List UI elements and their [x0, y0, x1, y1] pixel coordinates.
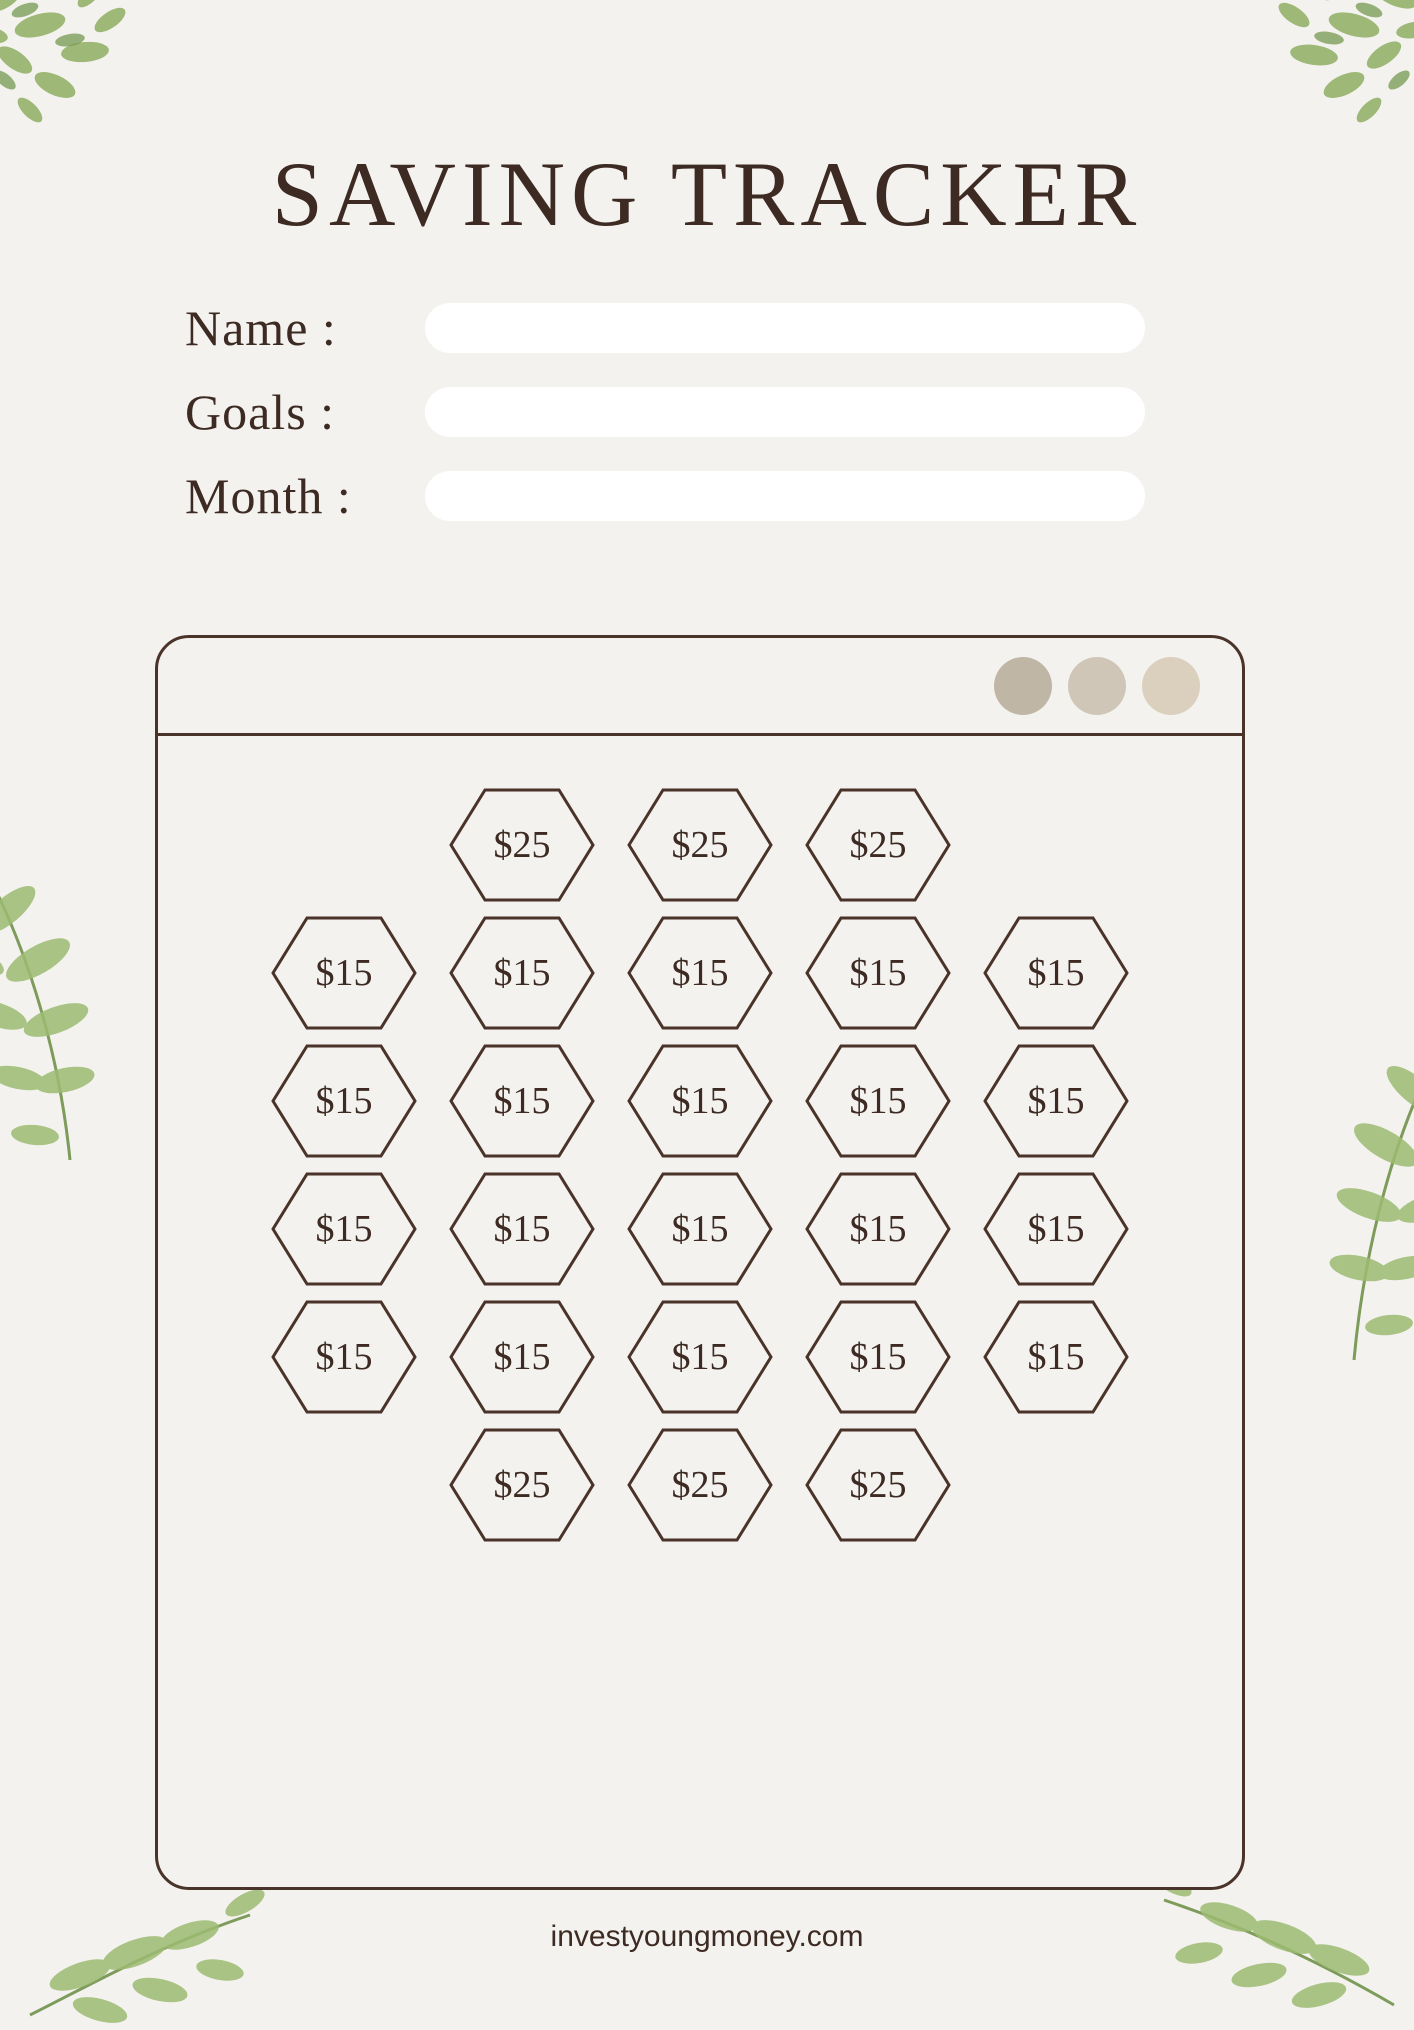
name-input[interactable] [425, 303, 1145, 353]
savings-hex-cell[interactable] [981, 1298, 1131, 1416]
window-dot-2-icon [1068, 657, 1126, 715]
savings-hex-amount: $15 [315, 1336, 373, 1378]
page-title: SAVING TRACKER [271, 143, 1143, 245]
form-fields [185, 300, 1145, 552]
footer-website: investyoungmoney.com [550, 1920, 864, 1953]
goals-label: Goals : [185, 384, 336, 440]
savings-hex-cell[interactable] [625, 1170, 775, 1288]
goals-input[interactable] [425, 387, 1145, 437]
tracker-card [155, 635, 1245, 1890]
savings-hex-cell[interactable] [625, 914, 775, 1032]
savings-hex-grid [158, 736, 1242, 1544]
savings-hex-cell[interactable] [447, 1042, 597, 1160]
savings-hex-amount: $15 [493, 1080, 551, 1122]
savings-hex-amount: $15 [849, 1336, 907, 1378]
savings-hex-amount: $15 [315, 952, 373, 994]
savings-hex-amount: $25 [849, 1464, 907, 1506]
savings-hex-amount: $15 [1027, 1208, 1085, 1250]
savings-hex-amount: $15 [315, 1080, 373, 1122]
leaf-decoration-mid-right [1254, 1020, 1414, 1385]
hex-row [158, 1426, 1242, 1544]
leaf-decoration-mid-left [0, 840, 160, 1185]
hex-row [158, 1298, 1242, 1416]
savings-hex-cell[interactable] [447, 914, 597, 1032]
savings-hex-amount: $15 [849, 1208, 907, 1250]
savings-hex-amount: $15 [493, 1208, 551, 1250]
savings-hex-cell[interactable] [269, 1042, 419, 1160]
hex-row [158, 914, 1242, 1032]
window-dot-1-icon [994, 657, 1052, 715]
name-label: Name : [185, 300, 337, 356]
savings-hex-amount: $15 [849, 1080, 907, 1122]
savings-hex-cell[interactable] [447, 1426, 597, 1544]
savings-hex-cell[interactable] [625, 1298, 775, 1416]
savings-hex-amount: $25 [493, 1464, 551, 1506]
savings-hex-amount: $25 [671, 824, 729, 866]
savings-hex-cell[interactable] [803, 1298, 953, 1416]
savings-hex-amount: $15 [849, 952, 907, 994]
savings-hex-cell[interactable] [269, 1170, 419, 1288]
savings-hex-amount: $15 [671, 952, 729, 994]
savings-hex-amount: $15 [493, 952, 551, 994]
savings-hex-cell[interactable] [981, 1042, 1131, 1160]
window-dot-3-icon [1142, 657, 1200, 715]
savings-hex-cell[interactable] [269, 914, 419, 1032]
window-title-bar [158, 638, 1242, 736]
savings-hex-amount: $25 [849, 824, 907, 866]
hex-row [158, 1042, 1242, 1160]
savings-hex-cell[interactable] [625, 1042, 775, 1160]
savings-hex-cell[interactable] [803, 1042, 953, 1160]
savings-hex-cell[interactable] [981, 1170, 1131, 1288]
savings-hex-amount: $25 [493, 824, 551, 866]
savings-hex-amount: $25 [671, 1464, 729, 1506]
savings-hex-cell[interactable] [625, 1426, 775, 1544]
savings-hex-cell[interactable] [625, 786, 775, 904]
month-label: Month : [185, 468, 352, 524]
savings-hex-cell[interactable] [447, 1298, 597, 1416]
savings-hex-amount: $15 [315, 1208, 373, 1250]
savings-hex-cell[interactable] [803, 914, 953, 1032]
savings-hex-cell[interactable] [447, 1170, 597, 1288]
savings-hex-amount: $15 [671, 1336, 729, 1378]
field-row-goals [185, 384, 1145, 440]
hex-row [158, 786, 1242, 904]
savings-hex-cell[interactable] [981, 914, 1131, 1032]
savings-hex-amount: $15 [671, 1208, 729, 1250]
savings-hex-amount: $15 [1027, 952, 1085, 994]
savings-hex-amount: $15 [1027, 1336, 1085, 1378]
savings-hex-amount: $15 [493, 1336, 551, 1378]
savings-hex-cell[interactable] [803, 786, 953, 904]
savings-hex-cell[interactable] [803, 1426, 953, 1544]
field-row-name [185, 300, 1145, 356]
savings-hex-cell[interactable] [803, 1170, 953, 1288]
hex-row [158, 1170, 1242, 1288]
savings-hex-amount: $15 [671, 1080, 729, 1122]
field-row-month [185, 468, 1145, 524]
savings-hex-amount: $15 [1027, 1080, 1085, 1122]
savings-hex-cell[interactable] [447, 786, 597, 904]
month-input[interactable] [425, 471, 1145, 521]
savings-hex-cell[interactable] [269, 1298, 419, 1416]
